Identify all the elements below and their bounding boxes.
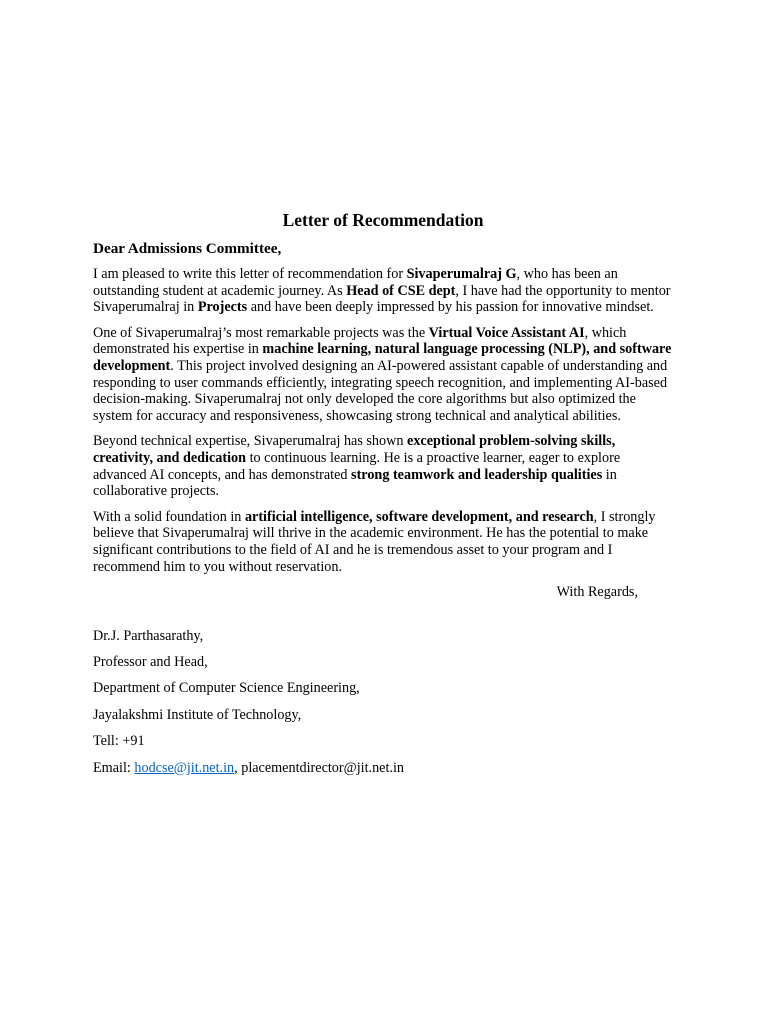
text-run: With a solid foundation in — [93, 508, 245, 525]
paragraph-intro — [93, 266, 673, 316]
project-name: Virtual Voice Assistant AI — [428, 324, 585, 341]
salutation: Dear Admissions Committee, — [93, 240, 282, 257]
expertise-areas: machine learning, natural language processing (NLP), and software development — [93, 341, 672, 374]
paragraph-project — [93, 325, 673, 425]
signatory-institute: Jayalakshmi Institute of Technology, — [93, 706, 302, 723]
text-run: , I have had the opportunity to mentor Sivaperumalraj in — [93, 282, 671, 316]
letter-body — [93, 209, 673, 786]
text-run: Beyond technical expertise, Sivaperumalraj has shown — [93, 433, 408, 450]
closing: With Regards, — [556, 584, 638, 601]
text-run: to continuous learning. He is a proactive learner, eager to explore advanced AI concepts, and has demonstrated — [93, 449, 621, 483]
email-link[interactable]: hodcse@jit.net.in — [134, 759, 235, 776]
email-separator: , — [234, 759, 242, 776]
email-secondary: placementdirector@jit.net.in — [241, 759, 404, 776]
skills-highlight: exceptional problem-solving skills, creativity, and dedication — [93, 433, 616, 466]
signatory-position: Professor and Head, — [93, 654, 208, 671]
mentoring-area: Projects — [197, 299, 248, 316]
teamwork-highlight: strong teamwork and leadership qualities — [351, 466, 603, 483]
text-run: I am pleased to write this letter of recommendation for — [93, 266, 407, 282]
student-name: Sivaperumalraj G — [406, 266, 517, 282]
text-run: . This project involved designing an AI-powered assistant capable of understanding and responding to user commands efficiently, integrating speech recognition, and implementing AI-based decision-making. Sivaperumalraj not only developed the core algorithms but also optimized the system for accuracy and responsiveness, showcasing strong technical and analytical abilities. — [93, 357, 668, 424]
foundation-highlight: artificial intelligence, software development, and research — [244, 508, 594, 525]
signatory-email — [93, 760, 673, 777]
text-run: and have been deeply impressed by his passion for innovative mindset. — [247, 299, 654, 316]
text-run: , I strongly believe that Sivaperumalraj will thrive in the academic environment. He has the potential to make significant contributions to the field of AI and he is tremendous asset to your program and I recommend him to you without reservation. — [93, 508, 656, 575]
text-run: , who has been an outstanding student at academic journey. As — [93, 266, 618, 299]
letter-title: Letter of Recommendation — [282, 210, 484, 230]
text-run: in collaborative projects. — [93, 466, 617, 500]
paragraph-conclusion — [93, 509, 673, 575]
signatory-department: Department of Computer Science Engineering, — [93, 680, 360, 697]
author-role: Head of CSE dept — [346, 282, 456, 299]
signatory-name: Dr.J. Parthasarathy, — [93, 627, 204, 644]
paragraph-qualities — [93, 433, 673, 499]
text-run: One of Sivaperumalraj’s most remarkable projects was the — [93, 324, 429, 341]
email-label: Email: — [93, 759, 135, 776]
signatory-phone: Tell: +91 — [93, 733, 145, 750]
text-run: , which demonstrated his expertise in — [93, 324, 627, 358]
